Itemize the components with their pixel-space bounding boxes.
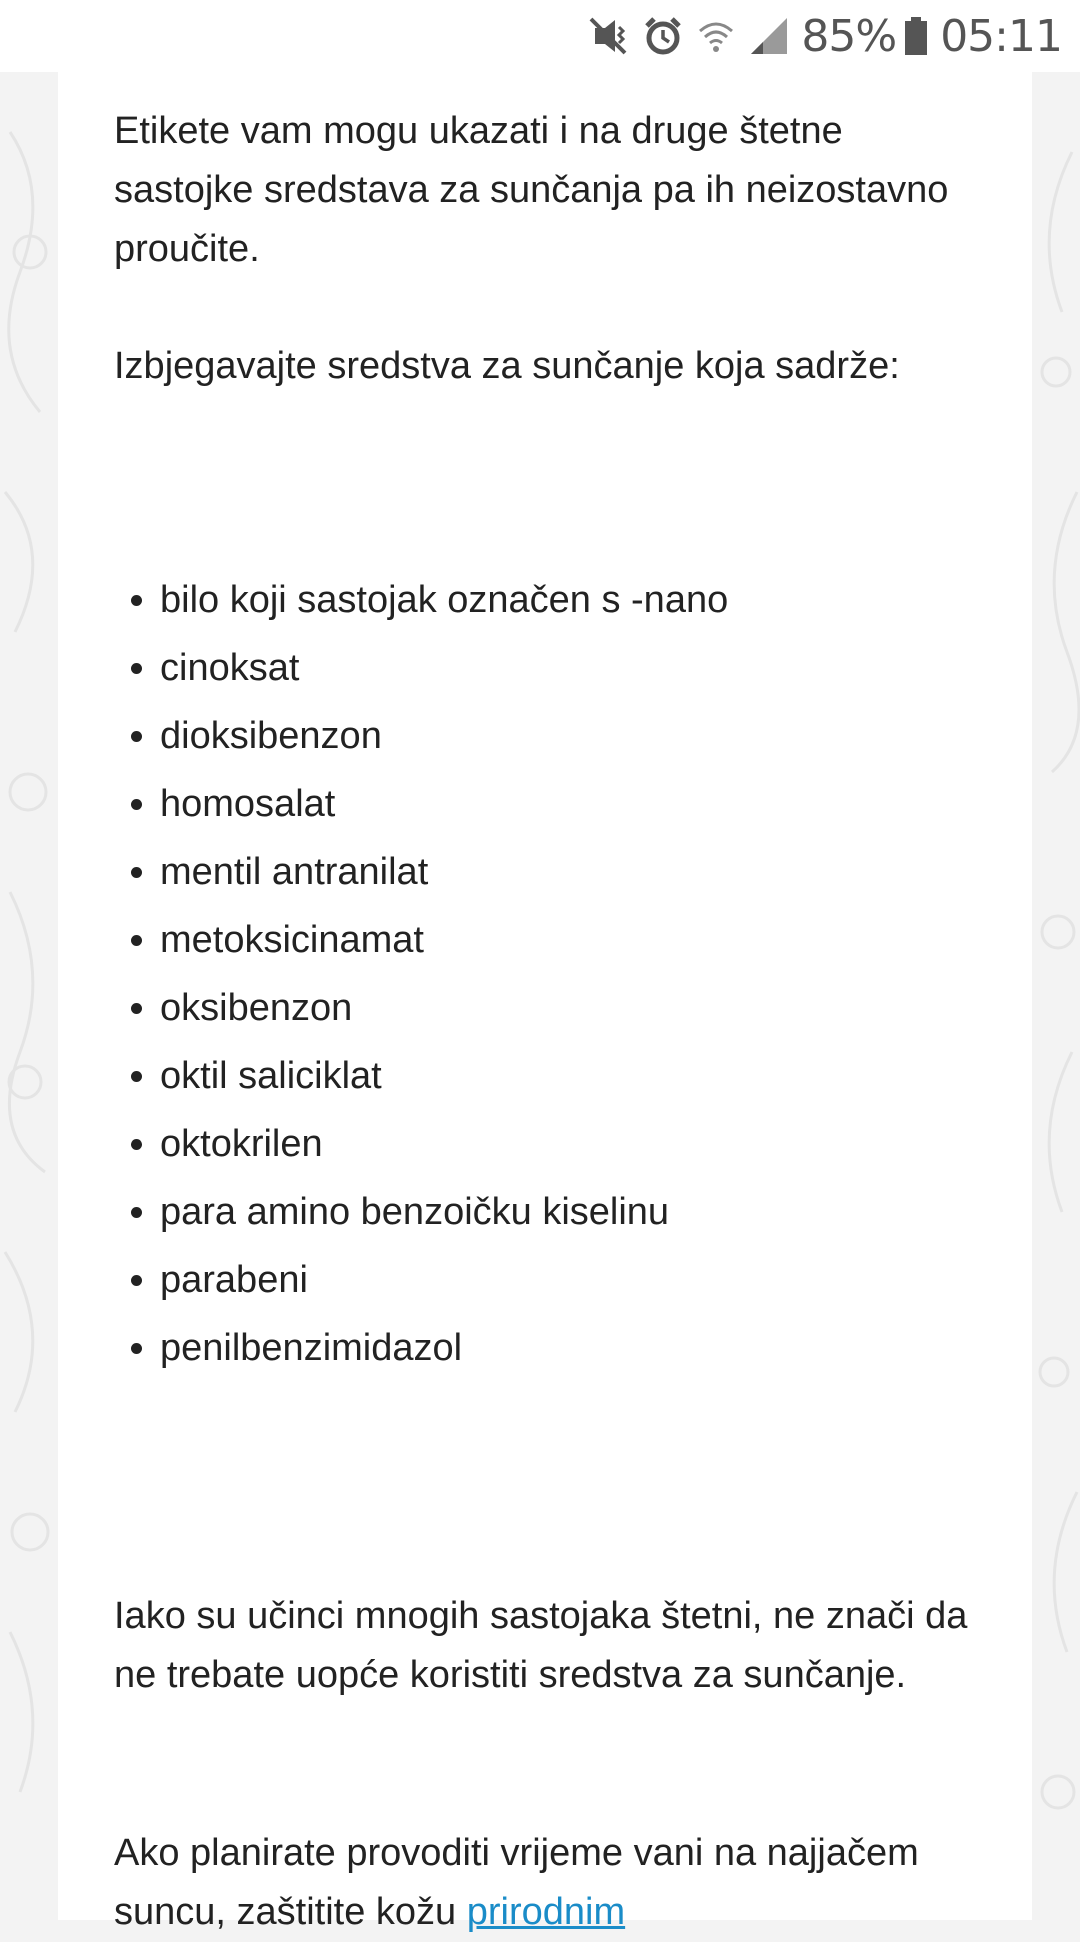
status-bar <box>0 0 1080 72</box>
list-item: • metoksicinamat <box>160 906 974 974</box>
list-item: • mentil antranilat <box>160 838 974 906</box>
list-item: • parabeni <box>160 1246 974 1314</box>
article-content <box>58 72 1032 1933</box>
paragraph-sun <box>114 1824 974 1942</box>
list-item: • oktil saliciklat <box>160 1042 974 1110</box>
paragraph-avoid: Izbjegavajte sredstva za sunčanje koja sadrže: <box>114 345 900 387</box>
article-paragraph-labels <box>114 102 974 279</box>
natural-products-link[interactable]: prirodnim <box>466 1891 626 1933</box>
alarm-icon <box>643 16 683 56</box>
signal-icon <box>749 16 789 56</box>
article-paragraph-avoid <box>114 337 974 396</box>
list-item: • para amino benzoičku kiselinu <box>160 1178 974 1246</box>
list-item: • homosalat <box>160 770 974 838</box>
battery-icon <box>904 16 928 56</box>
article-paragraph-sun <box>114 1824 974 1942</box>
list-item: • oksibenzon <box>160 974 974 1042</box>
ingredients-list <box>114 566 974 1382</box>
paragraph-sun-text: Ako planirate provoditi vrijeme vani na najjačem suncu, zaštitite kožu <box>114 1832 919 1933</box>
ingredients-list-container <box>114 566 974 1382</box>
wifi-icon <box>697 17 735 55</box>
list-item: • dioksibenzon <box>160 702 974 770</box>
list-item: • penilbenzimidazol <box>160 1314 974 1382</box>
decorative-swirl-pattern-right <box>1032 72 1080 1920</box>
paragraph-harmful: Iako su učinci mnogih sastojaka štetni, ne znači da ne trebate uopće koristiti sredstva za sunčanje. <box>114 1595 968 1696</box>
paragraph-labels: Etikete vam mogu ukazati i na druge štetne sastojke sredstava za sunčanja pa ih neizostavno proučite. <box>114 110 949 270</box>
list-item: • cinoksat <box>160 634 974 702</box>
mute-vibrate-icon <box>587 15 629 57</box>
clock-time: 05:11 <box>940 10 1062 62</box>
article-paragraph-harmful <box>114 1587 974 1705</box>
battery-percent: 85% <box>801 10 897 62</box>
list-item: • oktokrilen <box>160 1110 974 1178</box>
list-item: • bilo koji sastojak označen s -nano <box>160 566 974 634</box>
decorative-swirl-pattern-left <box>0 72 60 1920</box>
